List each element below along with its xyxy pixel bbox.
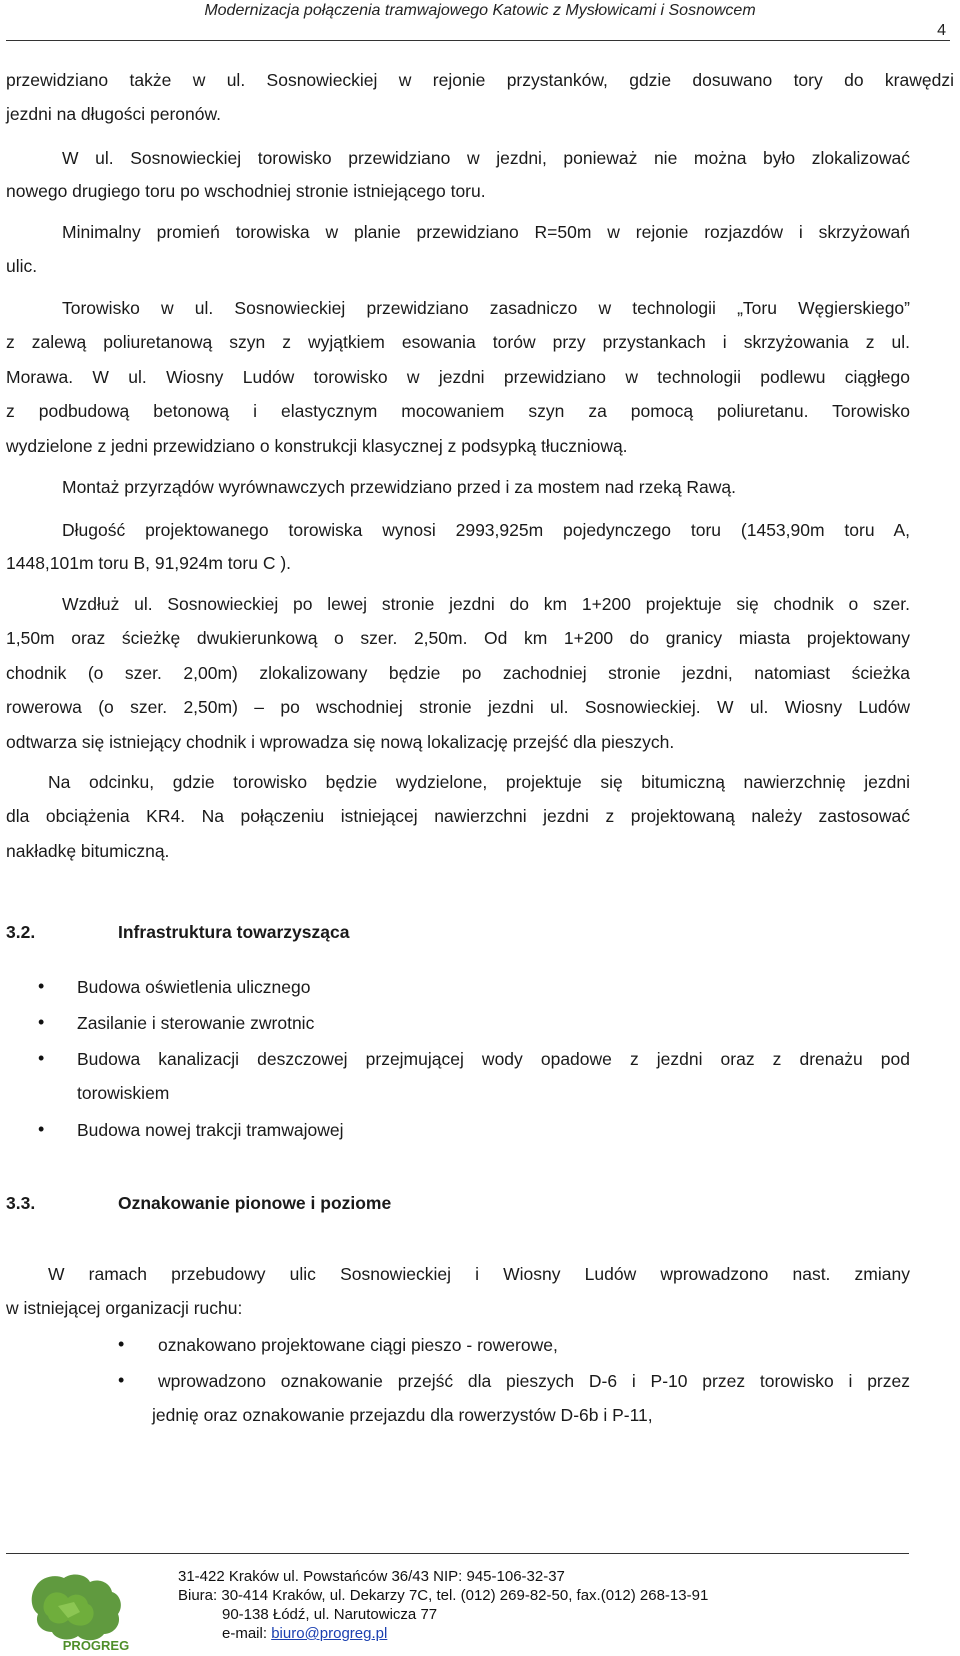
body-line: 1448,101m toru B, 91,924m toru C ). (6, 553, 292, 573)
list-item: Budowa oświetlenia ulicznego (77, 977, 311, 997)
bullet-icon: • (118, 1370, 125, 1390)
body-line: nowego drugiego toru po wschodniej stronie istniejącego toru. (6, 181, 486, 201)
list-item-continuation: torowiskiem (77, 1083, 170, 1103)
list-item-continuation: jednię oraz oznakowanie przejazdu dla rowerzystów D-6b i P-11, (152, 1405, 653, 1425)
bullet-icon: • (38, 1119, 45, 1139)
bullet-icon: • (38, 1048, 45, 1068)
page-number: 4 (937, 22, 946, 39)
body-line: Montaż przyrządów wyrównawczych przewidziano przed i za mostem nad rzeką Rawą. (62, 477, 737, 497)
body-line: Minimalny promień torowiska w planie przewidziano R=50m w rejonie rozjazdów i skrzyżowań (62, 222, 910, 242)
body-line: 1,50m oraz ścieżkę dwukierunkową o szer. 2,50m. Od km 1+200 do granicy miasta projektowany (6, 628, 910, 648)
section-number: 3.3. (6, 1193, 36, 1213)
body-line: przewidziano także w ul. Sosnowieckiej w rejonie przystanków, gdzie dosuwano tory do krawędzi (6, 70, 954, 90)
body-line: dla obciążenia KR4. Na połączeniu istniejącej nawierzchni jezdni z projektowaną należy zastosować (6, 806, 910, 826)
body-line: W ramach przebudowy ulic Sosnowieckiej i Wiosny Ludów wprowadzono nast. zmiany (48, 1264, 910, 1284)
body-line: W ul. Sosnowieckiej torowisko przewidziano w jezdni, ponieważ nie można było zlokalizować (62, 148, 910, 168)
footer-offices: Biura: 30-414 Kraków, ul. Dekarzy 7C, tel. (012) 269-82-50, fax.(012) 268-13-91 (178, 1587, 709, 1604)
bullet-icon: • (118, 1334, 125, 1354)
list-item: oznakowano projektowane ciągi pieszo - rowerowe, (158, 1335, 558, 1355)
document-header-title: Modernizacja połączenia tramwajowego Katowic z Mysłowicami i Sosnowcem (204, 2, 756, 19)
section-title: Oznakowanie pionowe i poziome (118, 1193, 392, 1213)
footer-divider (6, 1553, 909, 1554)
footer-address: 31-422 Kraków ul. Powstańców 36/43 NIP: 945-106-32-37 (178, 1568, 565, 1585)
body-line: z zalewą poliuretanową szyn z wyjątkiem esowania torów przy przystankach i skrzyżowania z ul. (6, 332, 910, 352)
list-item: Budowa kanalizacji deszczowej przejmującej wody opadowe z jezdni oraz z drenażu pod (77, 1049, 910, 1069)
body-line: Torowisko w ul. Sosnowieckiej przewidziano zasadniczo w technologii „Toru Węgierskiego” (62, 298, 910, 318)
list-item: wprowadzono oznakowanie przejść dla pieszych D-6 i P-10 przez torowisko i przez (158, 1371, 910, 1391)
body-line: jezdni na długości peronów. (6, 104, 222, 124)
body-line: chodnik (o szer. 2,00m) zlokalizowany będzie po zachodniej stronie jezdni, natomiast ścieżka (6, 663, 910, 683)
svg-text:PROGREG: PROGREG (62, 1638, 130, 1653)
body-line: odtwarza się istniejący chodnik i wprowadza się nową lokalizację przejść dla pieszych. (6, 732, 675, 752)
footer-email (222, 1625, 387, 1642)
body-line: z podbudową betonową i elastycznym mocowaniem szyn za pomocą poliuretanu. Torowisko (6, 401, 910, 421)
progreg-logo (28, 1566, 148, 1654)
body-line: rowerowa (o szer. 2,50m) – po wschodniej stronie jezdni ul. Sosnowieckiej. W ul. Wiosny Ludów (6, 697, 910, 717)
body-line: Długość projektowanego torowiska wynosi 2993,925m pojedynczego toru (1453,90m toru A, (62, 520, 910, 540)
list-item: Zasilanie i sterowanie zwrotnic (77, 1013, 315, 1033)
section-title: Infrastruktura towarzysząca (118, 922, 350, 942)
bullet-icon: • (38, 976, 45, 996)
email-link[interactable]: biuro@progreg.pl (271, 1625, 388, 1642)
body-line: Morawa. W ul. Wiosny Ludów torowisko w jezdni przewidziano w technologii podlewu ciągłego (6, 367, 910, 387)
list-item: Budowa nowej trakcji tramwajowej (77, 1120, 344, 1140)
section-number: 3.2. (6, 922, 36, 942)
body-line: Wzdłuż ul. Sosnowieckiej po lewej stronie jezdni do km 1+200 projektuje się chodnik o szer. (62, 594, 910, 614)
body-line: ulic. (6, 256, 38, 276)
header-divider (6, 40, 950, 41)
body-line: w istniejącej organizacji ruchu: (6, 1298, 243, 1318)
body-line: Na odcinku, gdzie torowisko będzie wydzielone, projektuje się bitumiczną nawierzchnię jezdni (48, 772, 910, 792)
body-line: nakładkę bitumiczną. (6, 841, 170, 861)
footer-lodz-address: 90-138 Łódź, ul. Narutowicza 77 (222, 1606, 438, 1623)
bullet-icon: • (38, 1012, 45, 1032)
email-label: e-mail: (222, 1625, 272, 1642)
body-line: wydzielone z jedni przewidziano o konstrukcji klasycznej z podsypką tłuczniową. (6, 436, 628, 456)
